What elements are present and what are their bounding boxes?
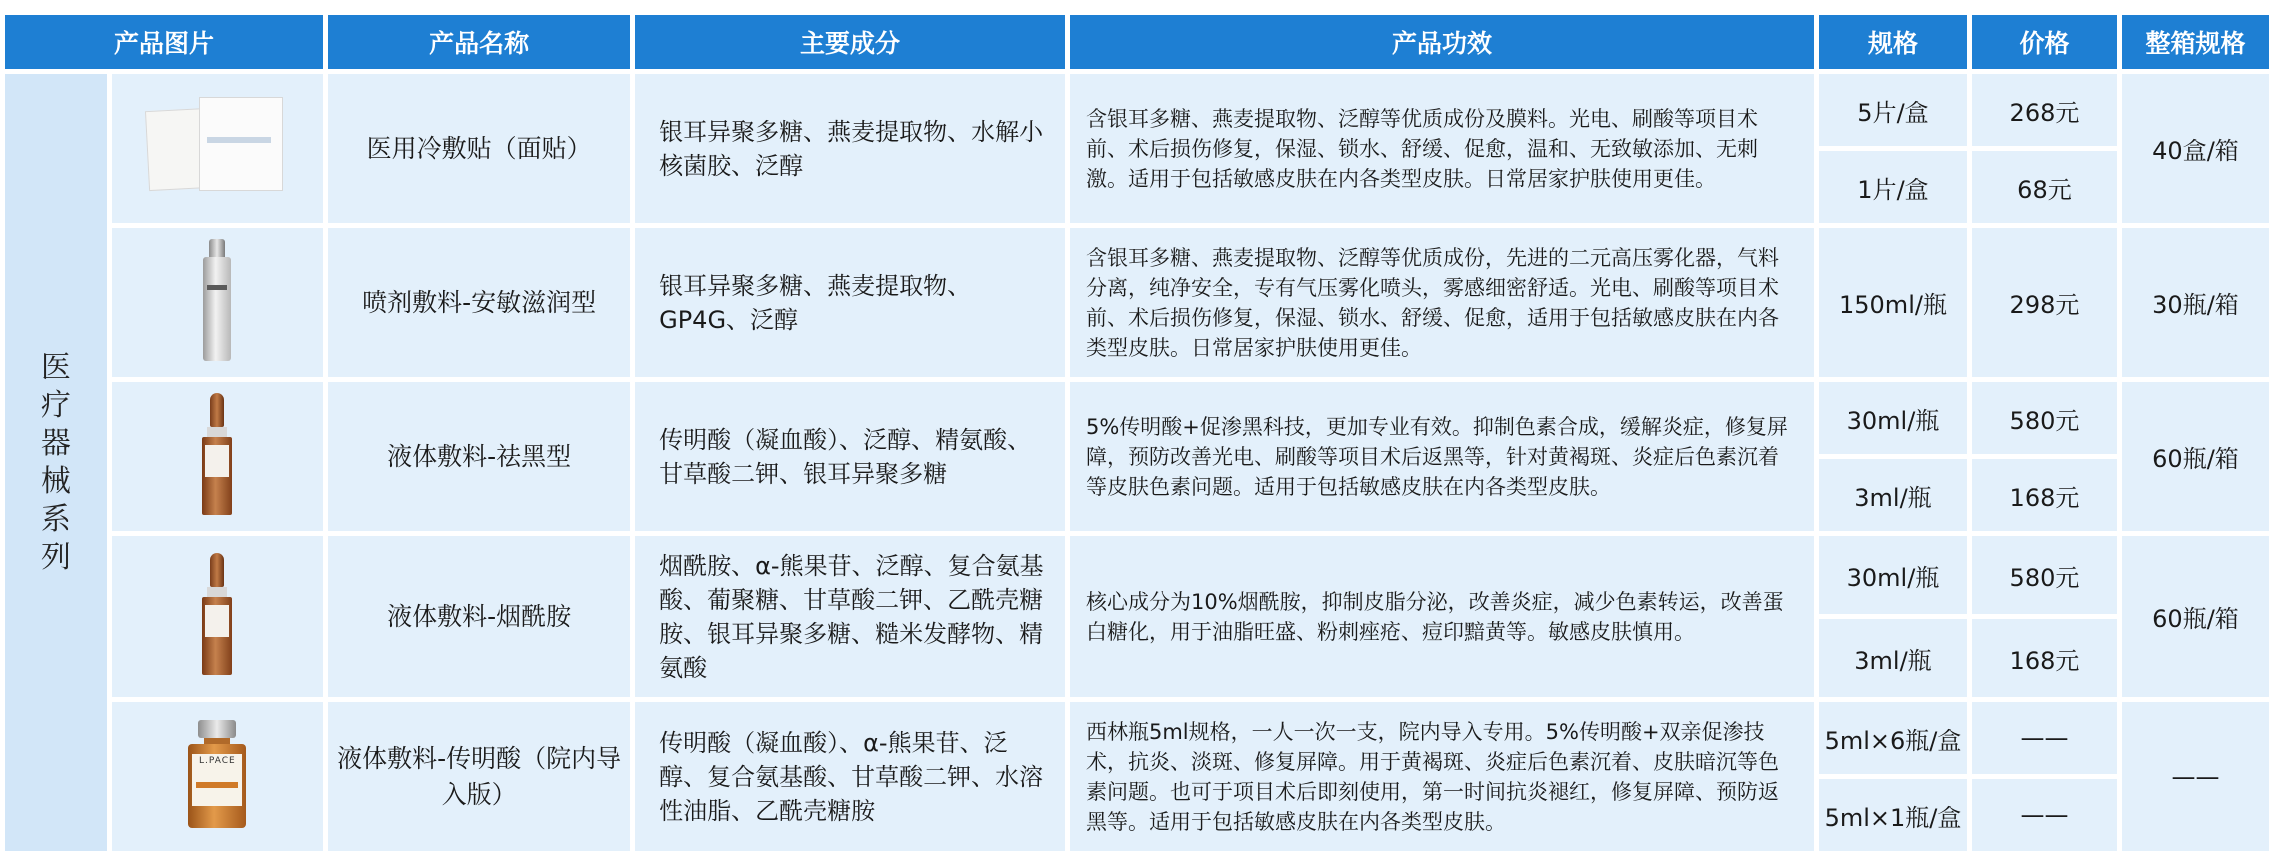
product-price: —— (1972, 702, 2117, 774)
amber-vial-image (186, 720, 248, 830)
product-box-spec: 40盒/箱 (2122, 74, 2269, 223)
series-label: 医疗器械系列 (40, 349, 71, 575)
table-row (5, 382, 2269, 454)
product-box-spec: 60瓶/箱 (2122, 536, 2269, 697)
product-price: 580元 (1972, 536, 2117, 614)
product-ingredients: 传明酸（凝血酸）、泛醇、精氨酸、甘草酸二钾、银耳异聚多糖 (635, 382, 1065, 531)
product-box-spec: 30瓶/箱 (2122, 228, 2269, 377)
dropper-bottle-image (200, 553, 234, 677)
series-label-cell (5, 74, 107, 851)
product-spec: 30ml/瓶 (1819, 382, 1967, 454)
mask-pack-image (147, 97, 287, 197)
product-box-spec: —— (2122, 702, 2269, 851)
header-box-spec: 整箱规格 (2122, 15, 2269, 69)
header-ingredients: 主要成分 (635, 15, 1065, 69)
product-effect: 核心成分为10%烟酰胺，抑制皮脂分泌，改善炎症，减少色素转运，改善蛋白糖化，用于油脂旺盛、粉刺痤疮、痘印黯黄等。敏感皮肤慎用。 (1070, 536, 1814, 697)
product-effect: 含银耳多糖、燕麦提取物、泛醇等优质成份，先进的二元高压雾化器，气料分离，纯净安全，专有气压雾化喷头，雾感细密舒适。光电、刷酸等项目术前、术后损伤修复，保湿、锁水、舒缓、促愈，适用于包括敏感皮肤在内各类型皮肤。日常居家护肤使用更佳。 (1070, 228, 1814, 377)
vial-brand-logo: L.PACE (199, 755, 236, 766)
product-image-cell (112, 536, 323, 697)
product-spec: 3ml/瓶 (1819, 459, 1967, 531)
product-effect: 5%传明酸+促渗黑科技，更加专业有效。抑制色素合成，缓解炎症，修复屏障，预防改善光电、刷酸等项目术后返黑等，针对黄褐斑、炎症后色素沉着等皮肤色素问题。适用于包括敏感皮肤在内各类型皮肤。 (1070, 382, 1814, 531)
product-spec: 5片/盒 (1819, 74, 1967, 146)
table-row (5, 536, 2269, 614)
product-effect: 西林瓶5ml规格，一人一次一支，院内导入专用。5%传明酸+双亲促渗技术，抗炎、淡斑、修复屏障。用于黄褐斑、炎症后色素沉着、皮肤暗沉等色素问题。也可于项目术后即刻使用，第一时间抗炎褪红，修复屏障、预防返黑等。适用于包括敏感皮肤在内各类型皮肤。 (1070, 702, 1814, 851)
product-ingredients: 传明酸（凝血酸）、α-熊果苷、泛醇、复合氨基酸、甘草酸二钾、水溶性油脂、乙酰壳糖胺 (635, 702, 1065, 851)
product-name: 液体敷料-祛黑型 (328, 382, 630, 531)
spray-bottle-image (200, 239, 234, 363)
product-name: 液体敷料-烟酰胺 (328, 536, 630, 697)
product-name: 医用冷敷贴（面贴） (328, 74, 630, 223)
product-spec: 5ml×6瓶/盒 (1819, 702, 1967, 774)
product-price: 168元 (1972, 619, 2117, 697)
product-spec: 3ml/瓶 (1819, 619, 1967, 697)
header-effect: 产品功效 (1070, 15, 1814, 69)
product-spec: 150ml/瓶 (1819, 228, 1967, 377)
product-image-cell (112, 228, 323, 377)
table-row (5, 702, 2269, 774)
product-ingredients: 银耳异聚多糖、燕麦提取物、水解小核菌胶、泛醇 (635, 74, 1065, 223)
header-product-name: 产品名称 (328, 15, 630, 69)
product-name: 喷剂敷料-安敏滋润型 (328, 228, 630, 377)
table-header-row (5, 15, 2269, 69)
product-price: 68元 (1972, 151, 2117, 223)
product-image-cell (112, 702, 323, 851)
product-image-cell (112, 382, 323, 531)
product-effect: 含银耳多糖、燕麦提取物、泛醇等优质成份及膜料。光电、刷酸等项目术前、术后损伤修复，保湿、锁水、舒缓、促愈，温和、无致敏添加、无刺激。适用于包括敏感皮肤在内各类型皮肤。日常居家护肤使用更佳。 (1070, 74, 1814, 223)
product-price: 580元 (1972, 382, 2117, 454)
table-row (5, 74, 2269, 146)
header-price: 价格 (1972, 15, 2117, 69)
product-spec: 5ml×1瓶/盒 (1819, 779, 1967, 851)
product-image-cell (112, 74, 323, 223)
product-price: —— (1972, 779, 2117, 851)
product-name: 液体敷料-传明酸（院内导入版） (328, 702, 630, 851)
product-ingredients: 烟酰胺、α-熊果苷、泛醇、复合氨基酸、葡聚糖、甘草酸二钾、乙酰壳糖胺、银耳异聚多糖、糙米发酵物、精氨酸 (635, 536, 1065, 697)
product-spec: 30ml/瓶 (1819, 536, 1967, 614)
product-ingredients: 银耳异聚多糖、燕麦提取物、GP4G、泛醇 (635, 228, 1065, 377)
product-price: 268元 (1972, 74, 2117, 146)
dropper-bottle-image (200, 393, 234, 517)
product-box-spec: 60瓶/箱 (2122, 382, 2269, 531)
table-row (5, 228, 2269, 377)
header-product-image: 产品图片 (5, 15, 323, 69)
product-price-table (0, 10, 2274, 856)
header-spec: 规格 (1819, 15, 1967, 69)
product-price: 168元 (1972, 459, 2117, 531)
product-price: 298元 (1972, 228, 2117, 377)
product-spec: 1片/盒 (1819, 151, 1967, 223)
